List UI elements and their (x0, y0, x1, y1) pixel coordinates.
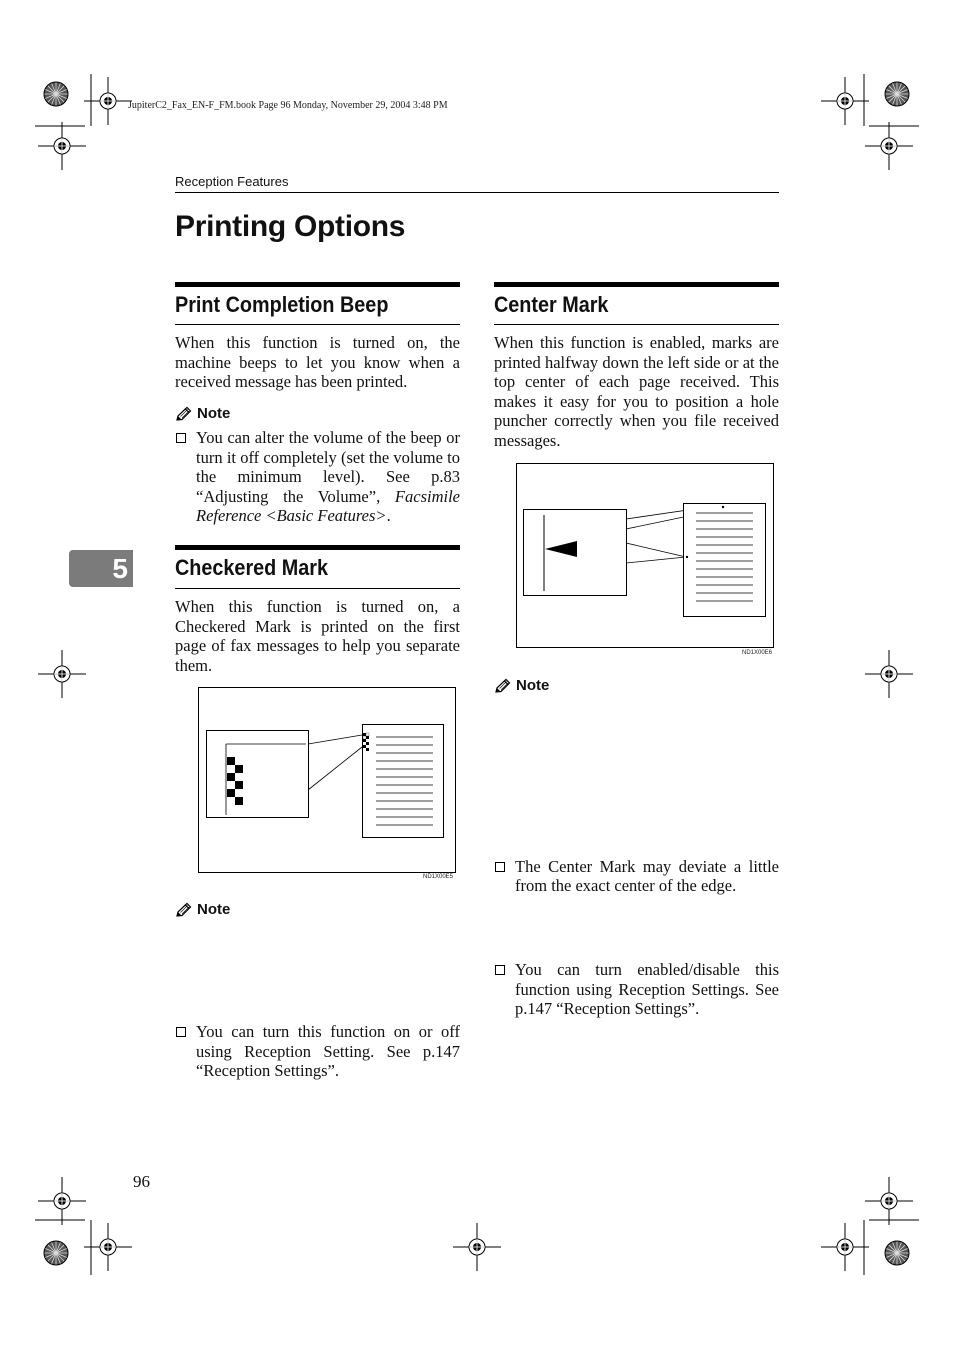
note-heading (175, 405, 230, 422)
page-title: Printing Options (175, 210, 406, 243)
checkbox-icon (176, 433, 186, 443)
pencil-icon (494, 678, 512, 694)
page-number: 96 (133, 1172, 150, 1191)
figure-code: ND1X00E6 (742, 650, 773, 656)
pencil-icon (175, 902, 193, 918)
section-body: When this function is turned on, the machine beeps to let you know when a received message has been printed. (175, 333, 460, 392)
running-header: Reception Features (175, 174, 289, 189)
note-text: You can turn enabled/disable this function using Reception Settings. See p.147 “Reception Settings”. (515, 959, 779, 1019)
note-item (494, 960, 779, 1019)
print-file-header: JupiterC2_Fax_EN-F_FM.book Page 96 Monday, November 29, 2004 3:48 PM (128, 100, 448, 111)
note-suffix: . (386, 506, 391, 526)
header-rule (175, 192, 779, 193)
section-rule-bottom (175, 588, 460, 589)
chapter-tab: 5 (69, 550, 133, 587)
note-label: Note (516, 677, 550, 694)
note-item (494, 857, 779, 896)
note-item (175, 428, 460, 526)
note-text: The Center Mark may deviate a little from the exact center of the edge. (515, 856, 779, 896)
section-body: When this function is turned on, a Checkered Mark is printed on the first page of fax messages to help you separate them. (175, 597, 460, 675)
section-rule-bottom (175, 324, 460, 325)
note-label: Note (197, 901, 231, 918)
checkbox-icon (176, 1027, 186, 1037)
note-text: You can alter the volume of the beep or turn it off completely (set the volume to the minimum level). See p.83 “Adjusting the Volume”, (196, 428, 460, 506)
section-heading-center-mark: Center Mark (494, 292, 609, 317)
checkbox-icon (495, 862, 505, 872)
note-heading (494, 677, 549, 694)
checkbox-icon (495, 965, 505, 975)
note-item (175, 1022, 460, 1081)
section-body: When this function is enabled, marks are printed halfway down the left side or at the top center of each page received. This makes it easy for you to position a hole puncher correctly when you file received messages. (494, 333, 779, 450)
section-rule-top (175, 282, 460, 287)
section-rule-top (494, 282, 779, 287)
note-heading (175, 901, 230, 918)
note-label: Note (197, 405, 231, 422)
section-heading-checkered-mark: Checkered Mark (175, 555, 328, 580)
section-rule-bottom (494, 324, 779, 325)
pencil-icon (175, 406, 193, 422)
section-rule-top (175, 545, 460, 550)
note-reference: Facsimile Reference <Basic Features> (196, 486, 460, 526)
note-text: You can turn this function on or off using Reception Setting. See p.147 “Reception Settings”. (196, 1021, 460, 1081)
checkered-mark-illustration (198, 687, 456, 873)
center-mark-illustration (516, 463, 775, 649)
figure-code: ND1X00E5 (423, 874, 454, 880)
section-heading-print-completion-beep: Print Completion Beep (175, 292, 389, 317)
